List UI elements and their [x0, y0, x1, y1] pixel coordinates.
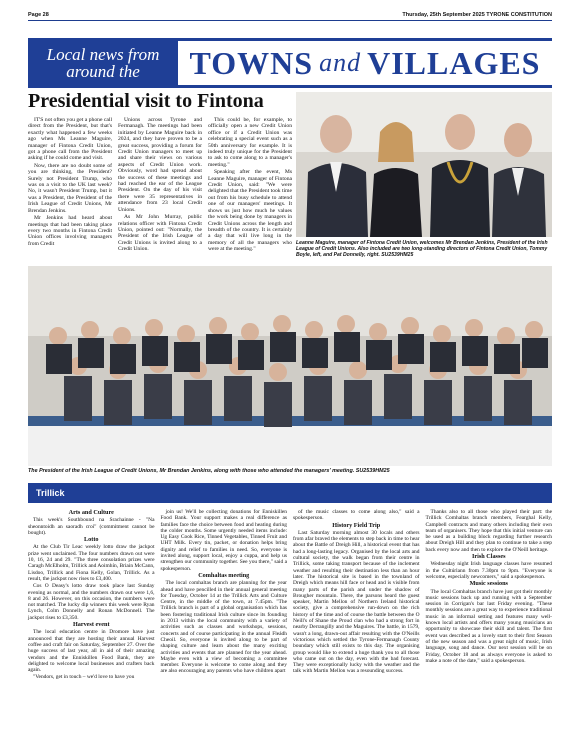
subheading: History Field Trip [332, 521, 381, 529]
banner-title [178, 38, 552, 88]
date-line: Thursday, 25th September 2025 TYRONE CONSTITUTION [402, 12, 552, 18]
banner-tagline-line1: Local news from [46, 45, 160, 64]
photo-managers-meeting [28, 266, 552, 466]
paragraph: "Vendors, get in touch – we'd love to have you [33, 674, 135, 681]
paragraph: Unions across Tyrone and Fermanagh. The meetings had been initiated by Leanne Maguire back in 2024, and they have proven to be a great success, providing a forum for Credit Union managers to meet up and share their views on various aspects of Credit Union work. Obviously, word had spread about the success of these meetings and had reached the ear of the League President. On the day of his visit there were 35 representatives in attendance from 23 local Credit Unions. [118, 117, 202, 213]
article-column [426, 509, 553, 682]
article-headline: Presidential visit to Fintona [28, 90, 264, 112]
subheading: Harvest event [72, 621, 110, 629]
banner-villages: VILLAGES [367, 44, 541, 81]
paragraph: Last Saturday morning almost 30 locals and others from afar braved the elements to step back in time to hear about the Battle of Dreigh Hill, a historical event that has had a long-lasting legacy. Organised by the local arts and cultural society, the walk began from their centre in Trillick, some taking transport because of the inclement weather and resulting their destination less than an hour later. The historical site is based in the townland of Dreigh which means hill face or head and is visible from many parts of the parish and under the shadow of Brougher mountain. There, the parsons heard the guest speaker, Martin Mellon of Northern Ireland historical society, give a comprehensive run-down on the rich history of the time and of course the battle between the O Neill's of Shane the Proud clan who had a strong fort in nearby Derrangilly and the Maguires. The battle, in 1579, wasn't a long, drawn-out affair resulting with the O'Neills victorious which settled the Tyrone-Fermanagh County boundary which still exists to this day. The organising group would like to extend a huge thank you to all those who came out on the day, even with the bad forecast. They were exceptionally lucky with the weather and the talk with Martin Mellon was a resounding success. [293, 529, 420, 675]
article-column [293, 509, 420, 682]
paragraph: This week's Southbound na Srachainne - "Na sheonntoidh an saoradh croí" (commitment cannot be bought). [28, 517, 155, 536]
photo-caption: Leanne Maguire, manager of Fintona Credit Union, welcomes Mr Brendan Jenkins, President of the Irish League of Credit Unions. Also included are two long-standing directors of Fintona Credit Union, Tommy Boyle, left, and Pat Donnelly, right. SU2539HM25 [296, 240, 548, 258]
paragraph: IT'S not often you get a phone call direct from the President, but that's exactly what happened a few weeks ago when Ms Leanne Maguire, manager of Fintona Credit Union, got a phone call from the President asking if he could come and visit. [28, 117, 112, 162]
subheading: Irish Classes [471, 553, 506, 561]
photo-caption: The President of the Irish League of Credit Unions, Mr Brendan Jenkins, along with those who attended the managers' meeting. SU2539HM25 [28, 468, 390, 474]
section-title-trillick: Trillick [28, 483, 552, 503]
paragraph: Mr Jenkins had heard about meetings that had been taking place every two months in Fintona Credit Union offices involving managers from Credit [28, 215, 112, 247]
paragraph: Now, there are no doubt some of you are thinking, the President? Surely not President Trump, who was on a visit to the UK last week? No, it wasn't President Trump, but it was a President, the President of the Irish League of Credit Unions, Mr Brendan Jenkins. [28, 162, 112, 214]
paragraph: At the Club Tir Leac weekly lotto draw the jackpot prize went unclaimed. The four numbers drawn out were 10, 16, 24 and 29. "The three consolation prizes were Caragh McElholm, Trillick and Aoimhín, Briain McCann, Lisdoo, Trillick and Fiona Kelly, Golan, Trillick. As a result, the jackpot now rises to £3,400. [28, 544, 155, 582]
paragraph: The local comhaltas branch are planning for the year ahead and have pencilled in their annual general meeting for Tuesday, October 14 at the Trillick Arts and Culture Centre, in the middle of the town, at 7.45pm. "The Trillick branch is part of a global organisation which has been fostering traditional Irish culture since its founding in 2013 within the local community with a variety of activities such as classes and workshops, sessions, concerts and of course participating in the annual Fleádh Cheoil. So, everyone is invited along to be part of shaping culture and learn about the many exciting activities and events that are planned for the year ahead. Maybe even with a view of becoming a committee member. Everyone is welcome to come along and they are also encouraging any parents who have children apart [160, 580, 287, 675]
group-photo-illustration [28, 266, 552, 466]
paragraph: of the music classes to come along also," said a spokesperson. [293, 509, 420, 522]
paragraph: As Mr John Murray, public relations officer with Fintona Credit Union, pointed out: "Normally, the President of the Irish League of Credit Unions is invited along to a Credit Union. [118, 214, 202, 253]
header-rule [28, 20, 552, 21]
page-header [28, 6, 552, 18]
article-column [28, 117, 112, 254]
page-number: Page 28 [28, 12, 49, 18]
article-column [161, 509, 288, 682]
paragraph: The local education centre in Dromore have just announced that they are hosting their annual Harvest coffee and craft fair on Saturday, September 27. Over the huge success of last year, all in aid of their amazing vendors and the Enniskillen Food Bank, they are delighted to welcome local businesses and crafters back again. [28, 629, 155, 674]
banner-tagline-line2: around the [66, 62, 140, 81]
subheading: Lotto [84, 536, 99, 544]
paragraph: The local Comhaltas branch have just got their monthly music sessions back up and running with a September session in Corrigan's bar last Friday evening. "These monthly sessions are a great way to experience traditional music in an informal setting and features many well-known local artists and offers many young musicians an opportunity to showcase their skill and talent. The first event was described as a lovely start to their first Season of the new season and was a great night of music, Irish language, song and dance. Our next session will be on Friday, October 18 and as always everyone is asked to make a note of the date," said a spokesperson. [425, 588, 552, 664]
banner-and: and [319, 48, 362, 77]
banner-towns: TOWNS [189, 44, 314, 81]
photo-president-visit [296, 92, 552, 237]
paragraph: Thanks also to all those who played their part: the Trillick Comhaltas branch members, Fearghal Kelly, Campbell contracts and many others including their own team of organisers. They hope that this initial venture can be used as a building block regarding further research about Dreigh Hill and they plan to continue to take a step back every now and then to explore the O'Neill heritage. [425, 509, 552, 553]
paragraph: Cos O Deasy's lotto draw took place last Sunday evening as normal, and the numbers drawn out were 1,6, 8 and 26. However, on this occasion, the numbers were not matched. The lucky dip winners this week were Ryan Lynch, Colm Donnelly and Ronan McDonnell. The jackpot rises to £3,350. [28, 583, 155, 621]
subheading: Arts and Culture [68, 509, 114, 516]
subheading: Comhaltas meeting [198, 571, 250, 579]
article-column [118, 117, 202, 254]
article-trillick [28, 509, 552, 682]
paragraph: Wednesday night Irish language classes have resumed in the Cultúrlann from 7.30pm to 9pm. "Everyone is welcome, especially newcomers," said a spokesperson. [425, 561, 552, 580]
article-fintona [28, 117, 292, 254]
subheading: Music sessions [469, 580, 508, 588]
banner-tagline [28, 38, 178, 88]
article-column [208, 117, 292, 254]
section-banner [28, 38, 552, 88]
article-column [28, 509, 155, 682]
paragraph: join us! We'll be collecting donations for Enniskillen Food Bank. Your support makes a real difference as families face the choice between food and heating during the colder months. Some urgently needed items include: Ug Easy Cook Rice, Tinned Vegetables, Tinned Fruit and UHT Milk. Every tin, packet, or donation helps bring dignity and relief to families in need. So, everyone is invited along, support local, enjoy a cuppa, and help us strengthen our community together. See you there," said a spokesperson. [160, 509, 287, 572]
group-photo-illustration [296, 92, 552, 237]
paragraph: This could be, for example, to officially open a new Credit Union office or if a Credit Union was celebrating a special event such as a 50th anniversary for example. It is indeed truly unique for the President to ask to come along to a manager's meeting." [208, 117, 292, 168]
paragraph: Speaking after the event, Ms Leanne Maguire, manager of Fintona Credit Union, said: "We were delighted that the President took time out from his busy schedule to attend one of our managers' meetings. It shows us just how much he values the work being done by managers in Credit Unions across the length and breadth of the country. It is certainly a day that will live long in the memory of all the managers who were at the meeting." [208, 169, 292, 253]
